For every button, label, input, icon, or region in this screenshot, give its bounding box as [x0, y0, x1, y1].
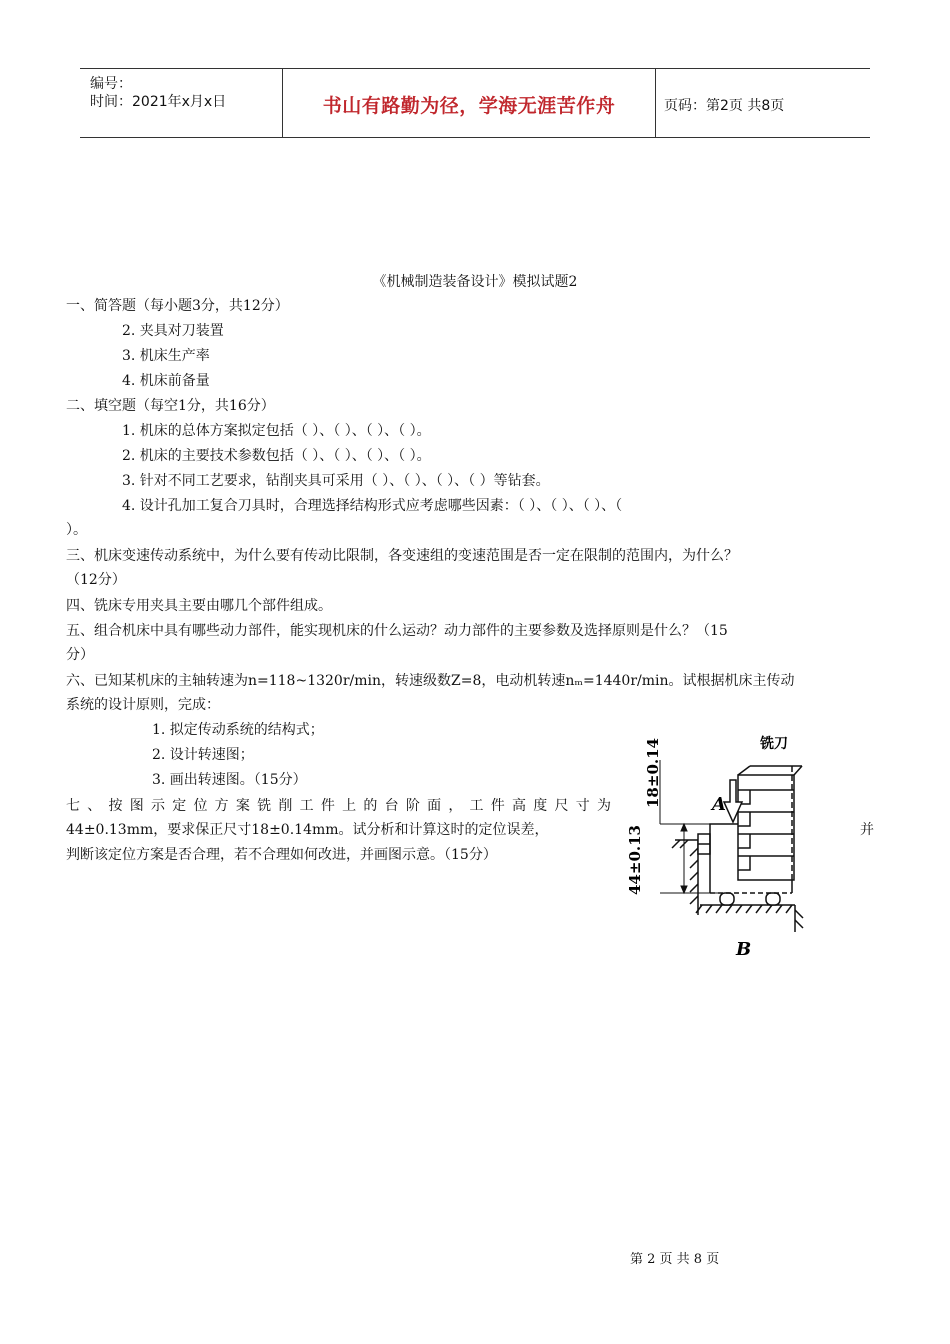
header-left-cell	[80, 69, 282, 137]
section-2-item: 1. 机床的总体方案拟定包括（ ）、（ ）、（ ）、（ ）。	[122, 423, 431, 439]
question-6-continued: 系统的设计原则，完成：	[66, 697, 220, 713]
section-1-item: 4. 机床前备量	[122, 373, 210, 389]
question-7-last-line: 判断该定位方案是否合理，若不合理如何改进，并画图示意。（15分）	[66, 847, 497, 863]
support-pins	[720, 893, 780, 905]
question-7-continued-end: 并	[860, 822, 874, 838]
side-wall	[672, 840, 698, 915]
section-2-heading: 二、填空题（每空1分，共16分）	[66, 398, 275, 414]
question-6-item: 2. 设计转速图；	[152, 747, 254, 763]
question-7: 七、按图示定位方案铣削工件上的台阶面，工件高度尺寸为	[66, 798, 611, 814]
right-wall	[795, 905, 803, 932]
question-6-item: 3. 画出转速图。（15分）	[152, 772, 307, 788]
dimension-lines	[660, 760, 720, 893]
question-3-continued: （12分）	[66, 572, 126, 588]
label-a: A	[712, 794, 726, 815]
question-6-item: 1. 拟定传动系统的结构式；	[152, 722, 324, 738]
question-6: 六、已知某机床的主轴转速为n=118~1320r/min，转速级数Z=8，电动机转速nₘ=1440r/min。试根据机床主传动	[66, 673, 795, 689]
dimension-44: 44±0.13	[626, 825, 644, 895]
section-2-item: 3. 针对不同工艺要求，钻削夹具可采用（ ）、（ ）、（ ）、（ ）等钻套。	[122, 473, 550, 489]
dimension-18: 18±0.14	[644, 738, 662, 808]
page-header	[80, 68, 870, 138]
question-3: 三、机床变速传动系统中，为什么要有传动比限制，各变速组的变速范围是否一定在限制的范围内，为什么？	[66, 548, 738, 564]
section-1-item: 3. 机床生产率	[122, 348, 210, 364]
milling-cutter	[738, 766, 802, 880]
label-b: B	[736, 939, 752, 960]
section-2-item: 4. 设计孔加工复合刀具时，合理选择结构形式应考虑哪些因素：（ ）、（ ）、（ ）、（	[122, 498, 623, 514]
number-label: 编号：	[90, 76, 132, 92]
date-line: 时间：2021年x月x日	[90, 94, 227, 110]
question-5: 五、组合机床中具有哪些动力部件，能实现机床的什么运动？动力部件的主要参数及选择原则是什么？（15	[66, 623, 728, 639]
header-right-cell	[654, 69, 870, 137]
cutter-label: 铣刀	[760, 736, 788, 752]
section-2-item: 2. 机床的主要技术参数包括（ ）、（ ）、（ ）、（ ）。	[122, 448, 431, 464]
fixture-diagram	[620, 730, 820, 965]
question-7-continued: 44±0.13mm，要求保正尺寸18±0.14mm。试分析和计算这时的定位误差，	[66, 822, 549, 838]
header-motto-cell	[282, 69, 656, 137]
base-plate	[696, 905, 795, 913]
section-2-item-continued: ）。	[66, 522, 87, 538]
section-1-heading: 一、简答题（每小题3分，共12分）	[66, 298, 289, 314]
page-footer: 第 2 页 共 8 页	[630, 1252, 720, 1267]
motto: 书山有路勤为径，学海无涯苦作舟	[322, 95, 616, 117]
question-4: 四、铣床专用夹具主要由哪几个部件组成。	[66, 598, 332, 614]
side-locating-pin	[698, 834, 710, 854]
exam-title: 《机械制造装备设计》模拟试题2	[372, 274, 578, 290]
question-5-continued: 分）	[66, 647, 94, 663]
page-info: 页码：第2页 共8页	[664, 98, 785, 114]
section-1-item: 2. 夹具对刀装置	[122, 323, 224, 339]
